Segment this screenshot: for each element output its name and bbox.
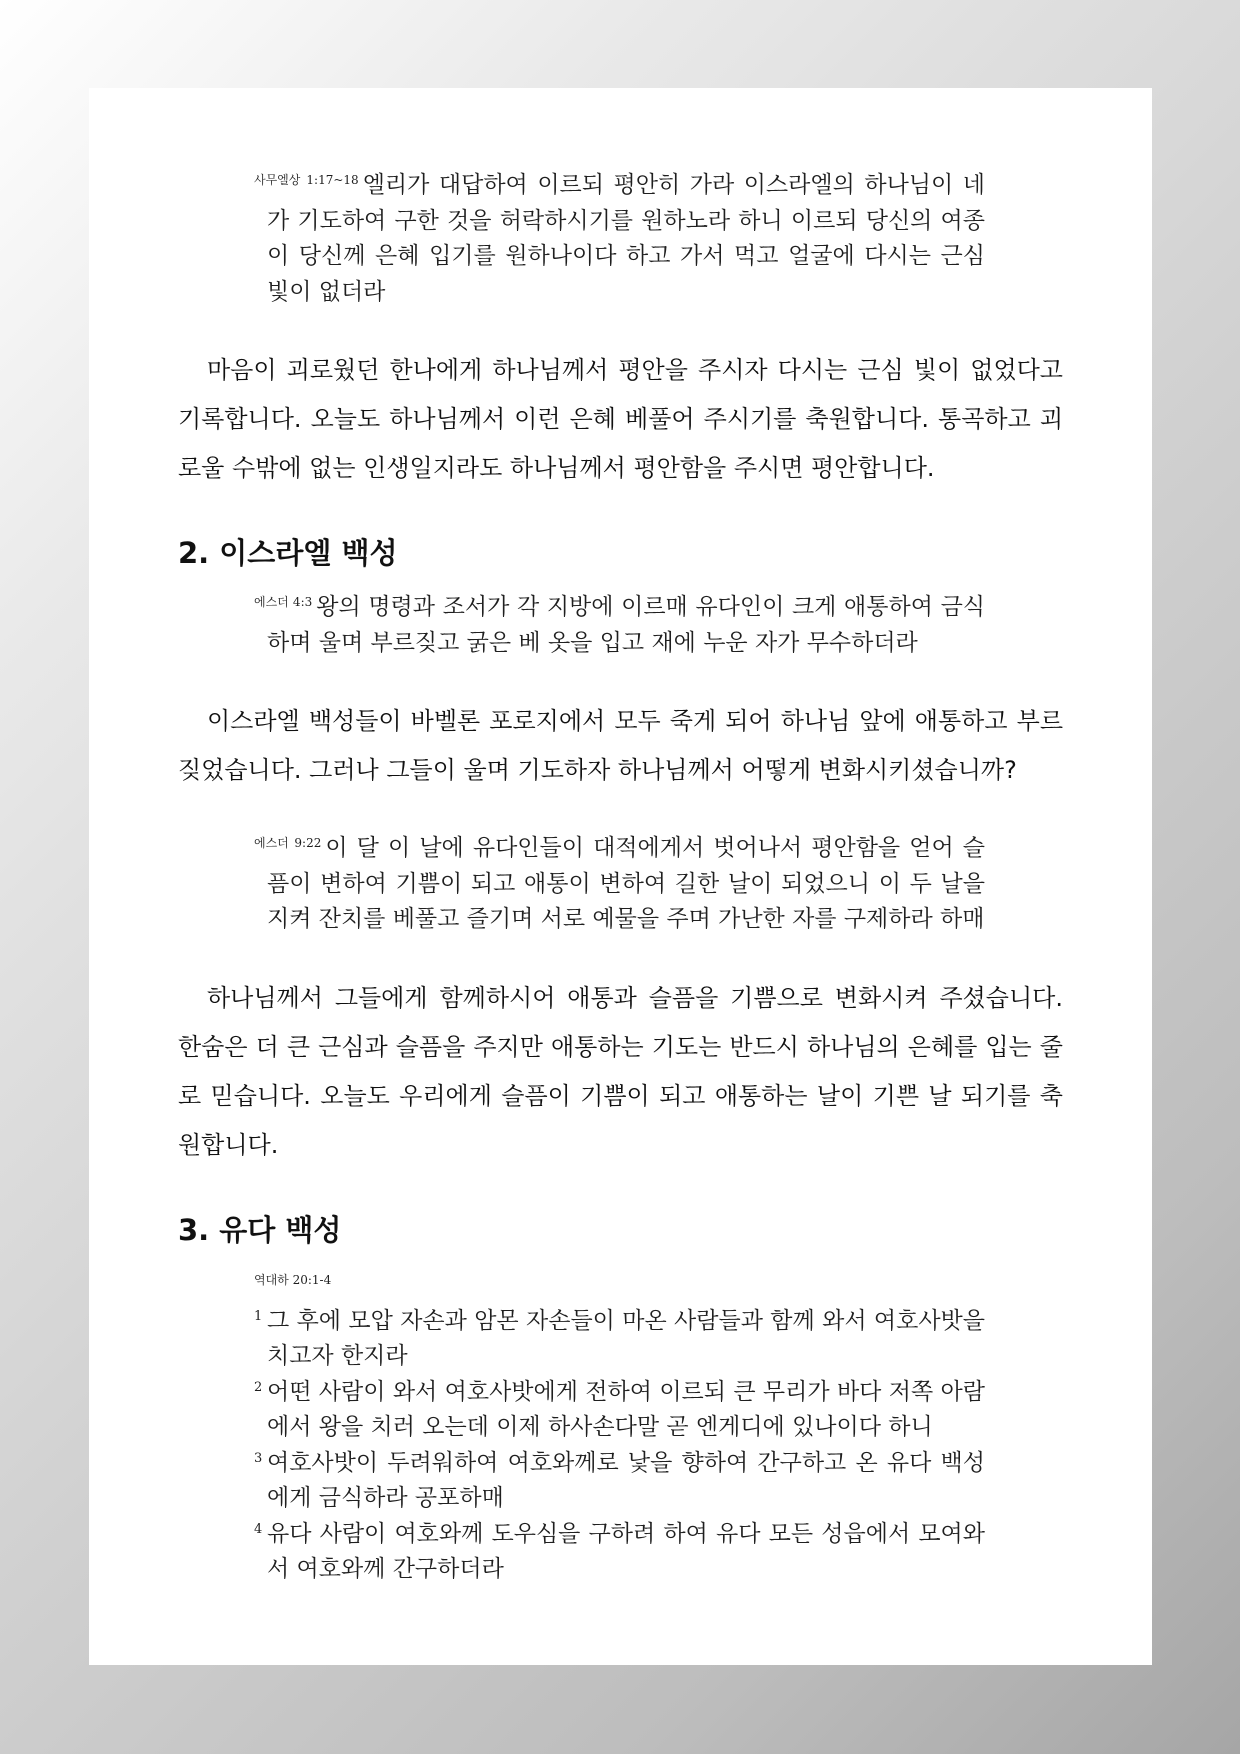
scripture-reference: 에스더 4:3 (254, 595, 313, 609)
section-heading: 2. 이스라엘 백성 (178, 536, 398, 570)
scripture-reference: 사무엘상 1:17~18 (254, 173, 359, 187)
body-paragraph: 마음이 괴로웠던 한나에게 하나님께서 평안을 주시자 다시는 근심 빛이 없었다고 기록합니다. 오늘도 하나님께서 이런 은혜 베풀어 주시기를 축원합니다. 통곡하고 괴로울 수밖에 없는 인생일지라도 하나님께서 평안함을 주시면 평안합니다. (178, 356, 1063, 482)
scripture-quote (254, 1304, 985, 1588)
scripture-verse: 3 여호사밧이 두려워하여 여호와께로 낯을 향하여 간구하고 온 유다 백성에게 금식하라 공포하매 (254, 1449, 985, 1511)
scripture-text: 왕의 명령과 조서가 각 지방에 이르매 유다인이 크게 애통하여 금식하며 울며 부르짖고 굵은 베 옷을 입고 재에 누운 자가 무수하더라 (267, 594, 986, 656)
scripture-quote (254, 590, 985, 661)
scripture-verse: 2 어떤 사람이 와서 여호사밧에게 전하여 이르되 큰 무리가 바다 저쪽 아람에서 왕을 치러 오는데 이제 하사손다말 곧 엔게디에 있나이다 하니 (254, 1378, 985, 1440)
page-content (178, 168, 1063, 1588)
scripture-verse (254, 831, 985, 938)
scripture-verse: 1 그 후에 모압 자손과 암몬 자손들이 마온 사람들과 함께 와서 여호사밧을 치고자 한지라 (254, 1307, 985, 1369)
section-heading: 3. 유다 백성 (178, 1212, 342, 1247)
scripture-text: 유다 사람이 여호와께 도우심을 구하려 하여 유다 모든 성읍에서 모여와서 여호와께 간구하더라 (267, 1520, 985, 1582)
scripture-verse (254, 590, 985, 661)
document-page (89, 88, 1152, 1665)
scripture-text: 이 달 이 날에 유다인들이 대적에게서 벗어나서 평안함을 얻어 슬픔이 변하여 기쁨이 되고 애통이 변하여 길한 날이 되었으니 이 두 날을 지켜 잔치를 베풀고 즐기며 서로 예물을 주며 가난한 자를 구제하라 하매 (267, 835, 985, 932)
scripture-reference: 에스더 9:22 (254, 836, 322, 850)
body-paragraph: 하나님께서 그들에게 함께하시어 애통과 슬픔을 기쁨으로 변화시켜 주셨습니다. 한숨은 더 큰 근심과 슬픔을 주지만 애통하는 기도는 반드시 하나님의 은혜를 입는 줄로 믿습니다. 오늘도 우리에게 슬픔이 기쁨이 되고 애통하는 날이 기쁜 날 되기를 축원합니다. (178, 983, 1063, 1159)
scripture-reference: 역대하 20:1-4 (254, 1272, 332, 1287)
scripture-text: 그 후에 모압 자손과 암몬 자손들이 마온 사람들과 함께 와서 여호사밧을 치고자 한지라 (267, 1307, 985, 1369)
scripture-text: 어떤 사람이 와서 여호사밧에게 전하여 이르되 큰 무리가 바다 저쪽 아람에서 왕을 치러 오는데 이제 하사손다말 곧 엔게디에 있나이다 하니 (267, 1378, 985, 1440)
scripture-quote (254, 168, 985, 310)
scripture-verse (254, 168, 985, 310)
scripture-quote (254, 831, 985, 938)
scripture-text: 여호사밧이 두려워하여 여호와께로 낯을 향하여 간구하고 온 유다 백성에게 금식하라 공포하매 (267, 1449, 985, 1511)
scripture-text: 엘리가 대답하여 이르되 평안히 가라 이스라엘의 하나님이 네가 기도하여 구한 것을 허락하시기를 원하노라 하니 이르되 당신의 여종이 당신께 은혜 입기를 원하나이다 하고 가서 먹고 얼굴에 다시는 근심 빛이 없더라 (267, 172, 985, 305)
scripture-verse: 4 유다 사람이 여호와께 도우심을 구하려 하여 유다 모든 성읍에서 모여와서 여호와께 간구하더라 (254, 1520, 985, 1582)
body-paragraph: 이스라엘 백성들이 바벨론 포로지에서 모두 죽게 되어 하나님 앞에 애통하고 부르짖었습니다. 그러나 그들이 울며 기도하자 하나님께서 어떻게 변화시키셨습니까? (178, 707, 1063, 784)
